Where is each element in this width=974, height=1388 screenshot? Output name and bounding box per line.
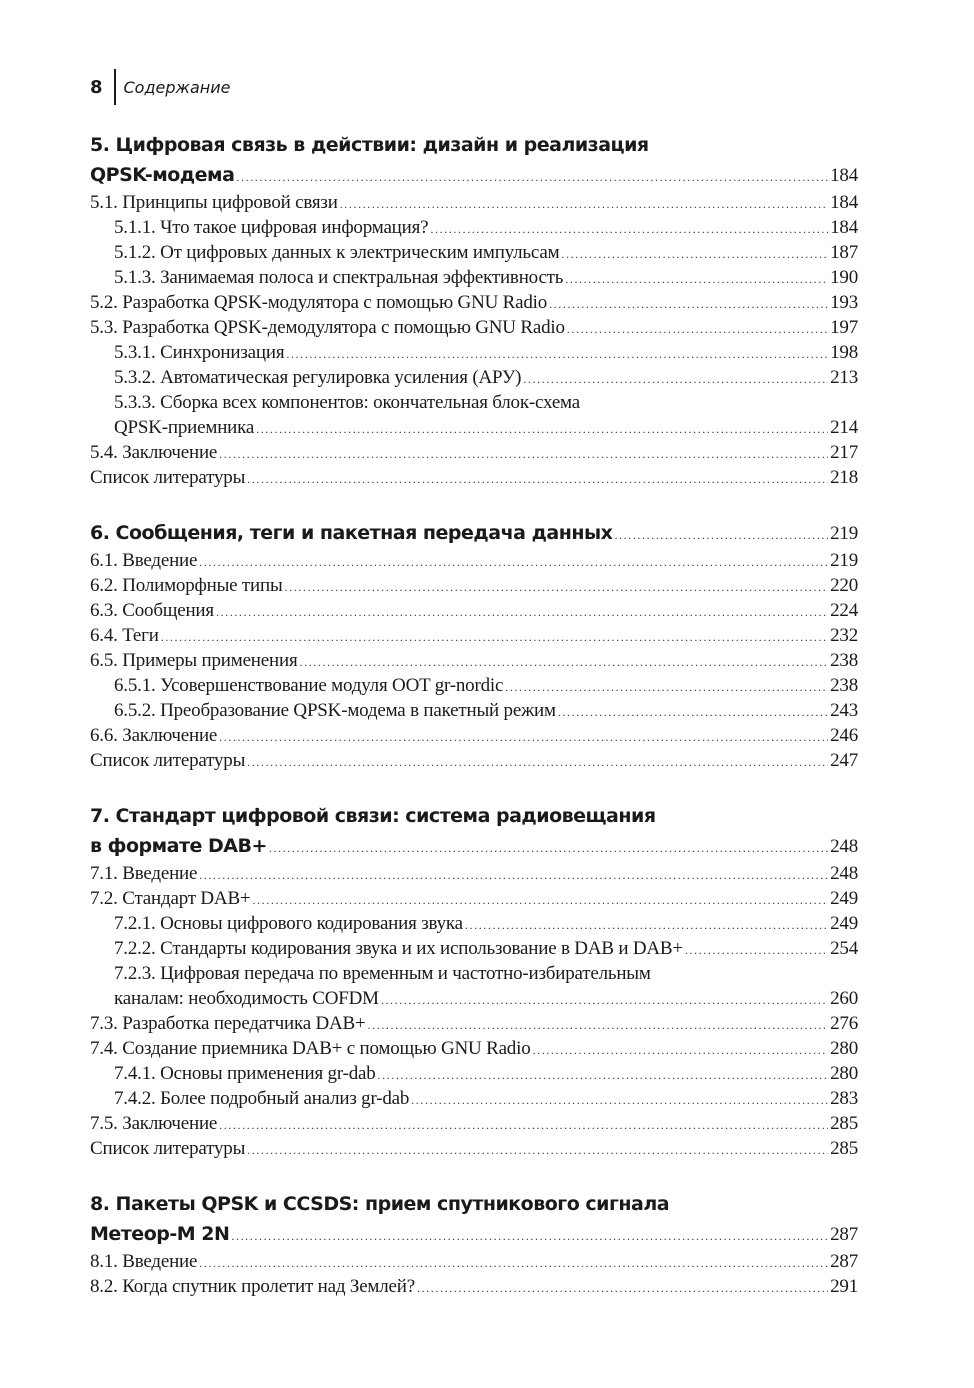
leader-dots [219, 725, 828, 750]
chapter-title-line[interactable]: Метеор-М 2N ..... 287 [90, 1219, 858, 1249]
page-ref: 219 [830, 550, 858, 571]
leader-dots [549, 292, 828, 317]
leader-dots [565, 267, 828, 292]
leader-dots [685, 938, 828, 963]
page-ref: 248 [830, 836, 858, 857]
page-ref: 220 [830, 575, 858, 596]
leader-dots [256, 417, 828, 442]
leader-dots [523, 367, 828, 392]
page-ref: 246 [830, 725, 858, 746]
page-ref: 184 [830, 192, 858, 213]
toc-entry[interactable]: Список литературы ..... 218 [90, 465, 858, 490]
leader-dots [286, 342, 828, 367]
page-ref: 218 [830, 467, 858, 488]
leader-dots [252, 888, 828, 913]
chapter-title-line[interactable]: QPSK-модема ..... 184 [90, 160, 858, 190]
toc-entry[interactable]: 5.3. Разработка QPSK-демодулятора с помощью GNU Radio ..... 197 [90, 315, 858, 340]
toc-entry[interactable]: 6.2. Полиморфные типы ..... 220 [90, 573, 858, 598]
page-ref: 198 [830, 342, 858, 363]
page-ref: 254 [830, 938, 858, 959]
leader-dots [378, 1063, 829, 1088]
toc-entry[interactable]: Список литературы ..... 247 [90, 748, 858, 773]
toc-entry[interactable]: 5.3.1. Синхронизация ..... 198 [90, 340, 858, 365]
leader-dots [614, 520, 828, 550]
page-ref: 190 [830, 267, 858, 288]
header-divider [114, 69, 116, 105]
page-ref: 280 [830, 1038, 858, 1059]
page-ref: 287 [830, 1224, 858, 1245]
table-of-contents [90, 130, 858, 1299]
page-ref: 187 [830, 242, 858, 263]
leader-dots [199, 1251, 828, 1276]
toc-entry[interactable]: 5.1. Принципы цифровой связи ..... 184 [90, 190, 858, 215]
page-ref: 276 [830, 1013, 858, 1034]
toc-entry[interactable]: 5.1.1. Что такое цифровая информация? ..... 184 [90, 215, 858, 240]
chapter-5 [90, 130, 858, 490]
toc-entry[interactable]: 6.1. Введение ..... 219 [90, 548, 858, 573]
page-ref: 285 [830, 1113, 858, 1134]
leader-dots [247, 750, 828, 775]
leader-dots [269, 833, 828, 863]
leader-dots [247, 1138, 828, 1163]
toc-entry[interactable]: 7.2. Стандарт DAB+ ..... 249 [90, 886, 858, 911]
toc-entry[interactable]: 7.3. Разработка передатчика DAB+ ..... 276 [90, 1011, 858, 1036]
page-ref: 213 [830, 367, 858, 388]
toc-entry[interactable]: 7.2.1. Основы цифрового кодирования звука ..... 249 [90, 911, 858, 936]
toc-entry-continuation[interactable]: QPSK-приемника ..... 214 [90, 415, 858, 440]
toc-entry[interactable]: 5.4. Заключение ..... 217 [90, 440, 858, 465]
page-header [90, 68, 230, 106]
chapter-title[interactable]: 7. Стандарт цифровой связи: система радиовещания [90, 805, 656, 827]
leader-dots [285, 575, 829, 600]
toc-entry[interactable]: 6.5. Примеры применения ..... 238 [90, 648, 858, 673]
toc-entry[interactable]: 7.5. Заключение ..... 285 [90, 1111, 858, 1136]
toc-entry[interactable]: 7.4.1. Основы применения gr-dab ..... 280 [90, 1061, 858, 1086]
leader-dots [417, 1276, 828, 1301]
chapter-title-line[interactable]: 6. Сообщения, теги и пакетная передача данных ..... 219 [90, 518, 858, 548]
chapter-title[interactable]: 5. Цифровая связь в действии: дизайн и реализация [90, 134, 649, 156]
leader-dots [161, 625, 828, 650]
leader-dots [247, 467, 828, 492]
toc-entry[interactable]: 6.5.2. Преобразование QPSK-модема в пакетный режим ..... 243 [90, 698, 858, 723]
page-ref: 214 [830, 417, 858, 438]
page-ref: 287 [830, 1251, 858, 1272]
chapter-7 [90, 801, 858, 1161]
page-ref: 248 [830, 863, 858, 884]
page-ref: 219 [830, 523, 858, 544]
toc-entry[interactable]: 5.2. Разработка QPSK-модулятора с помощью GNU Radio ..... 193 [90, 290, 858, 315]
spacer [90, 1161, 858, 1189]
chapter-6 [90, 518, 858, 773]
toc-entry[interactable]: 6.5.1. Усовершенствование модуля OOT gr-nordic ..... 238 [90, 673, 858, 698]
leader-dots [567, 317, 828, 342]
toc-entry[interactable]: 5.3.3. Сборка всех компонентов: окончательная блок-схема [114, 392, 580, 413]
leader-dots [216, 600, 828, 625]
leader-dots [465, 913, 828, 938]
page-ref: 184 [830, 165, 858, 186]
page-ref: 197 [830, 317, 858, 338]
toc-entry-continuation[interactable]: каналам: необходимость COFDM ..... 260 [90, 986, 858, 1011]
leader-dots [505, 675, 828, 700]
page-ref: 283 [830, 1088, 858, 1109]
toc-entry[interactable]: 8.2. Когда спутник пролетит над Землей? ..... 291 [90, 1274, 858, 1299]
toc-entry[interactable]: 7.4.2. Более подробный анализ gr-dab ..... 283 [90, 1086, 858, 1111]
page-ref: 238 [830, 675, 858, 696]
leader-dots [219, 442, 828, 467]
toc-entry[interactable]: 8.1. Введение ..... 287 [90, 1249, 858, 1274]
toc-entry[interactable]: Список литературы ..... 285 [90, 1136, 858, 1161]
page-ref: 232 [830, 625, 858, 646]
page-ref: 280 [830, 1063, 858, 1084]
leader-dots [430, 217, 828, 242]
page-ref: 249 [830, 913, 858, 934]
spacer [90, 773, 858, 801]
leader-dots [219, 1113, 828, 1138]
leader-dots [558, 700, 828, 725]
page-ref: 238 [830, 650, 858, 671]
page-number: 8 [90, 76, 103, 98]
toc-entry[interactable]: 7.2.2. Стандарты кодирования звука и их использование в DAB и DAB+ ..... 254 [90, 936, 858, 961]
page-ref: 217 [830, 442, 858, 463]
spacer [90, 490, 858, 518]
page-ref: 247 [830, 750, 858, 771]
leader-dots [411, 1088, 828, 1113]
toc-entry[interactable]: 6.3. Сообщения ..... 224 [90, 598, 858, 623]
toc-entry[interactable]: 6.4. Теги ..... 232 [90, 623, 858, 648]
leader-dots [368, 1013, 829, 1038]
page-ref: 184 [830, 217, 858, 238]
toc-entry[interactable]: 7.2.3. Цифровая передача по временным и частотно-избирательным [114, 963, 651, 984]
leader-dots [533, 1038, 829, 1063]
leader-dots [236, 162, 828, 192]
leader-dots [231, 1221, 828, 1251]
toc-entry[interactable]: 5.3.2. Автоматическая регулировка усиления (АРУ) ..... 213 [90, 365, 858, 390]
leader-dots [340, 192, 828, 217]
page-ref: 291 [830, 1276, 858, 1297]
toc-entry[interactable]: 5.1.2. От цифровых данных к электрическим импульсам ..... 187 [90, 240, 858, 265]
leader-dots [299, 650, 828, 675]
toc-entry[interactable]: 6.6. Заключение ..... 246 [90, 723, 858, 748]
page-ref: 249 [830, 888, 858, 909]
running-head: Содержание [123, 77, 231, 97]
leader-dots [199, 863, 828, 888]
chapter-title-line[interactable]: в формате DAB+ ..... 248 [90, 831, 858, 861]
page-ref: 193 [830, 292, 858, 313]
toc-entry[interactable]: 7.4. Создание приемника DAB+ с помощью GNU Radio ..... 280 [90, 1036, 858, 1061]
toc-entry[interactable]: 5.1.3. Занимаемая полоса и спектральная эффективность ..... 190 [90, 265, 858, 290]
page-ref: 285 [830, 1138, 858, 1159]
chapter-8 [90, 1189, 858, 1299]
page-ref: 224 [830, 600, 858, 621]
leader-dots [381, 988, 828, 1013]
page-ref: 260 [830, 988, 858, 1009]
leader-dots [561, 242, 828, 267]
leader-dots [199, 550, 828, 575]
page-ref: 243 [830, 700, 858, 721]
toc-entry[interactable]: 7.1. Введение ..... 248 [90, 861, 858, 886]
chapter-title[interactable]: 8. Пакеты QPSK и CCSDS: прием спутникового сигнала [90, 1193, 670, 1215]
